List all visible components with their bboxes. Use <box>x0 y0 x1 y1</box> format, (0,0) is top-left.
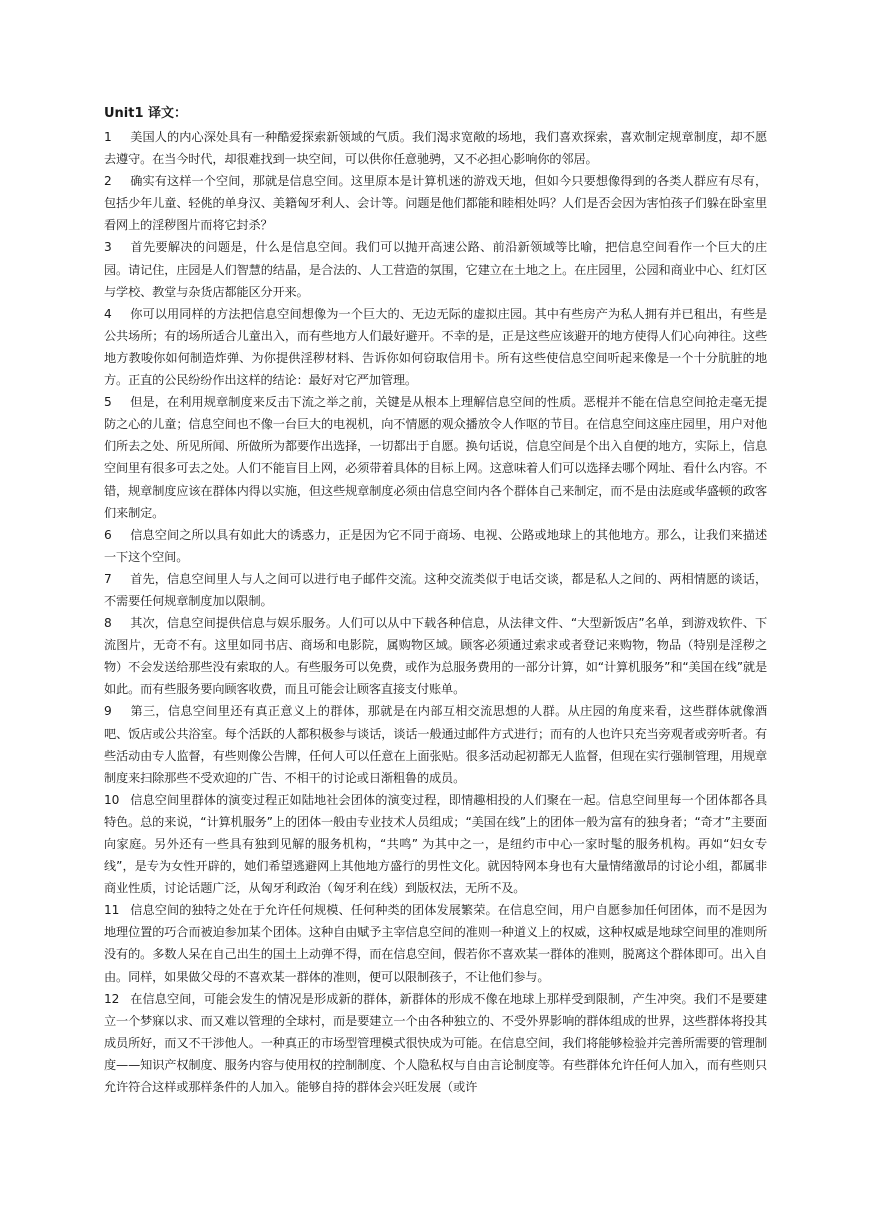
paragraph-text: 信息空间之所以具有如此大的诱惑力，正是因为它不同于商场、电视、公路或地球上的其他地方。那么，让我们来描述一下这个空间。 <box>104 527 767 564</box>
paragraph-text: 你可以用同样的方法把信息空间想像为一个巨大的、无边无际的虚拟庄园。其中有些房产为私人拥有并已租出，有些是公共场所；有的场所适合儿童出入，而有些地方人们最好避开。不幸的是，正是这些应该避开的地方使得人们心向神往。这些地方教唆你如何制造炸弹、为你提供淫秽材料、告诉你如何窃取信用卡。所有这些使信息空间听起来像是一个十分肮脏的地方。正直的公民纷纷作出这样的结论：最好对它严加管理。 <box>104 306 767 388</box>
paragraph-number: 10 <box>104 792 120 807</box>
paragraph-1 <box>104 126 767 170</box>
paragraph-text: 美国人的内心深处具有一种酷爱探索新领域的气质。我们渴求宽敞的场地，我们喜欢探索，喜欢制定规章制度，却不愿去遵守。在当今时代，却很难找到一块空间，可以供你任意驰骋，又不必担心影响你的邻居。 <box>104 130 767 167</box>
paragraph-number: 2 <box>104 174 112 189</box>
document-page <box>104 104 767 1098</box>
paragraph-text: 在信息空间，可能会发生的情况是形成新的群体，新群体的形成不像在地球上那样受到限制，产生冲突。我们不是要建立一个梦寐以求、而又难以管理的全球村，而是要建立一个由各种独立的、不受外界影响的群体组成的世界，这些群体将投其成员所好，而又不干涉他人。一种真正的市场型管理模式很快成为可能。在信息空间，我们将能够检验并完善所需要的管理制度——知识产权制度、服务内容与使用权的控制制度、个人隐私权与自由言论制度等。有些群体允许任何人加入，而有些则只允许符合这样或那样条件的人加入。能够自持的群体会兴旺发展（或许 <box>104 991 767 1095</box>
paragraph-text: 第三，信息空间里还有真正意义上的群体，那就是在内部互相交流思想的人群。从庄园的角度来看，这些群体就像酒吧、饭店或公共浴室。每个活跃的人都积极参与谈话，谈话一般通过邮件方式进行；而有的人也许只充当旁观者或旁听者。有些活动由专人监督，有些则像公告牌，任何人可以任意在上面张贴。很多活动起初都无人监督，但现在实行强制管理，用规章制度来扫除那些不受欢迎的广告、不相干的讨论或日渐粗鲁的成员。 <box>104 704 767 785</box>
paragraph-12 <box>104 988 767 1098</box>
paragraph-5 <box>104 391 767 524</box>
paragraph-2 <box>104 170 767 236</box>
paragraph-6 <box>104 524 767 568</box>
paragraph-number: 8 <box>104 616 112 631</box>
paragraph-number: 5 <box>104 395 112 410</box>
paragraph-text: 信息空间的独特之处在于允许任何规模、任何种类的团体发展繁荣。在信息空间，用户自愿参加任何团体，而不是因为地理位置的巧合而被迫参加某个团体。这种自由赋予主宰信息空间的准则一种道义上的权威，这种权威是地球空间里的准则所没有的。多数人呆在自己出生的国土上动弹不得，而在信息空间，假若你不喜欢某一群体的准则，脱离这个群体即可。出入自由。同样，如果做父母的不喜欢某一群体的准则，便可以限制孩子，不让他们参与。 <box>104 903 767 984</box>
paragraph-text: 首先，信息空间里人与人之间可以进行电子邮件交流。这种交流类似于电话交谈，都是私人之间的、两相情愿的谈话，不需要任何规章制度加以限制。 <box>104 571 767 608</box>
paragraph-number: 6 <box>104 527 112 542</box>
paragraph-text: 但是，在利用规章制度来反击下流之举之前，关键是从根本上理解信息空间的性质。恶棍并不能在信息空间抢走毫无提防之心的儿童；信息空间也不像一台巨大的电视机，向不情愿的观众播放令人作呕的节目。在信息空间这座庄园里，用户对他们所去之处、所见所闻、所做所为都要作出选择，一切都出于自愿。换句话说，信息空间是个出入自便的地方，实际上，信息空间里有很多可去之处。人们不能盲目上网，必须带着具体的目标上网。这意味着人们可以选择去哪个网址、看什么内容。不错，规章制度应该在群体内得以实施，但这些规章制度必须由信息空间内各个群体自己来制定，而不是由法庭或华盛顿的政客们来制定。 <box>104 395 767 520</box>
paragraph-text: 首先要解决的问题是，什么是信息空间。我们可以抛开高速公路、前沿新领域等比喻，把信息空间看作一个巨大的庄园。请记住，庄园是人们智慧的结晶，是合法的、人工营造的氛围，它建立在土地之上。在庄园里，公园和商业中心、红灯区与学校、教堂与杂货店都能区分开来。 <box>104 240 767 299</box>
paragraph-3 <box>104 236 767 302</box>
paragraph-text: 确实有这样一个空间，那就是信息空间。这里原本是计算机迷的游戏天地，但如今只要想像得到的各类人群应有尽有，包括少年儿童、轻佻的单身汉、美籍匈牙利人、会计等。问题是他们都能和睦相处吗？人们是否会因为害怕孩子们躲在卧室里看网上的淫秽图片而将它封杀？ <box>104 174 767 233</box>
paragraph-11 <box>104 899 767 987</box>
paragraph-number: 12 <box>104 991 120 1006</box>
document-title: Unit1 译文： <box>104 106 188 121</box>
paragraph-4 <box>104 303 767 391</box>
paragraph-number: 11 <box>104 903 120 918</box>
paragraph-text: 信息空间里群体的演变过程正如陆地社会团体的演变过程，即情趣相投的人们聚在一起。信息空间里每一个团体都各具特色。总的来说，“计算机服务”上的团体一般由专业技术人员组成；“美国在线”上的团体一般为富有的独身者；“奇才”主要面向家庭。另外还有一些具有独到见解的服务机构，“共鸣” 为其中之一，是纽约市中心一家时髦的服务机构。再如“妇女专线”，是专为女性开辟的，她们希望逃避网上其他地方盛行的男性文化。就因特网本身也有大量情绪激昂的讨论小组，都属非商业性质，讨论话题广泛，从匈牙利政治（匈牙利在线）到版权法，无所不及。 <box>104 792 767 896</box>
paragraph-text: 其次，信息空间提供信息与娱乐服务。人们可以从中下载各种信息，从法律文件、“大型新饭店”名单，到游戏软件、下流图片，无奇不有。这里如同书店、商场和电影院，属购物区域。顾客必须通过索求或者登记来购物，物品（特别是淫秽之物）不会发送给那些没有索取的人。有些服务可以免费，或作为总服务费用的一部分计算，如“计算机服务”和“美国在线”就是如此。而有些服务要向顾客收费，而且可能会让顾客直接支付账单。 <box>104 616 767 697</box>
paragraph-9 <box>104 700 767 788</box>
paragraph-number: 7 <box>104 571 112 586</box>
paragraph-number: 4 <box>104 306 112 321</box>
paragraph-10 <box>104 789 767 899</box>
paragraph-number: 3 <box>104 240 112 255</box>
paragraph-7 <box>104 568 767 612</box>
paragraph-8 <box>104 612 767 700</box>
paragraph-number: 1 <box>104 130 112 144</box>
paragraph-number: 9 <box>104 704 112 719</box>
